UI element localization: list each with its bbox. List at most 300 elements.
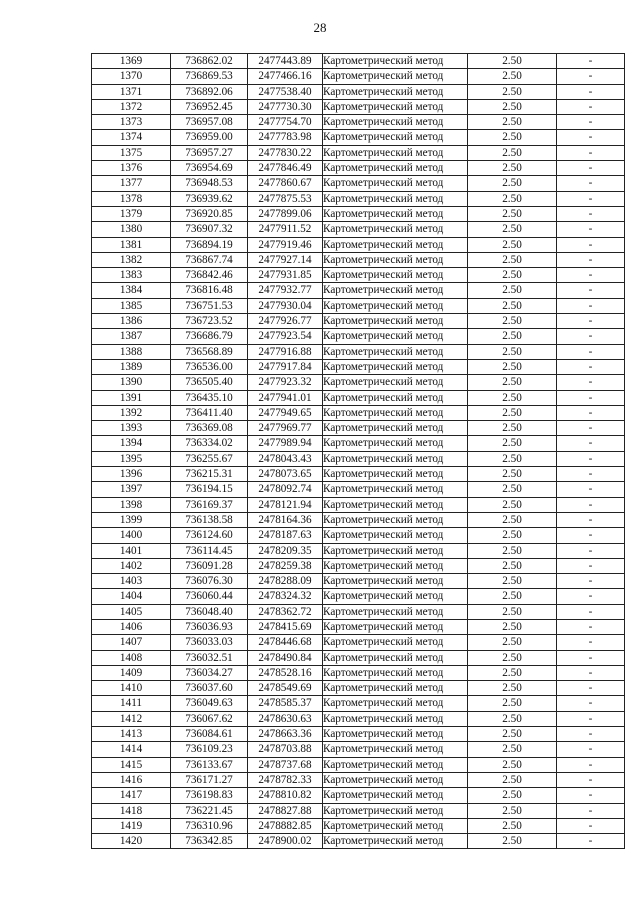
accuracy-cell: 2.50 [468, 115, 557, 130]
point-number-cell: 1397 [92, 482, 171, 497]
point-number-cell: 1378 [92, 191, 171, 206]
note-cell: - [557, 696, 625, 711]
point-number-cell: 1391 [92, 390, 171, 405]
x-coordinate-cell: 736816.48 [171, 283, 248, 298]
accuracy-cell: 2.50 [468, 528, 557, 543]
table-row [92, 206, 625, 221]
point-number-cell: 1408 [92, 650, 171, 665]
table-row [92, 497, 625, 512]
table-row [92, 803, 625, 818]
accuracy-cell: 2.50 [468, 772, 557, 787]
accuracy-cell: 2.50 [468, 54, 557, 69]
y-coordinate-cell: 2477989.94 [248, 436, 323, 451]
table-row [92, 252, 625, 267]
point-number-cell: 1409 [92, 665, 171, 680]
method-cell: Картометрический метод [323, 421, 468, 436]
note-cell: - [557, 375, 625, 390]
x-coordinate-cell: 736892.06 [171, 84, 248, 99]
point-number-cell: 1371 [92, 84, 171, 99]
table-row [92, 191, 625, 206]
note-cell: - [557, 176, 625, 191]
table-row [92, 635, 625, 650]
y-coordinate-cell: 2478827.88 [248, 803, 323, 818]
x-coordinate-cell: 736194.15 [171, 482, 248, 497]
accuracy-cell: 2.50 [468, 558, 557, 573]
table-row [92, 176, 625, 191]
method-cell: Картометрический метод [323, 788, 468, 803]
table-row [92, 757, 625, 772]
point-number-cell: 1400 [92, 528, 171, 543]
accuracy-cell: 2.50 [468, 191, 557, 206]
x-coordinate-cell: 736215.31 [171, 467, 248, 482]
accuracy-cell: 2.50 [468, 742, 557, 757]
note-cell: - [557, 528, 625, 543]
note-cell: - [557, 329, 625, 344]
accuracy-cell: 2.50 [468, 268, 557, 283]
note-cell: - [557, 650, 625, 665]
note-cell: - [557, 803, 625, 818]
y-coordinate-cell: 2477830.22 [248, 145, 323, 160]
accuracy-cell: 2.50 [468, 298, 557, 313]
note-cell: - [557, 772, 625, 787]
table-row [92, 344, 625, 359]
method-cell: Картометрический метод [323, 818, 468, 833]
y-coordinate-cell: 2478882.85 [248, 818, 323, 833]
point-number-cell: 1404 [92, 589, 171, 604]
table-row [92, 711, 625, 726]
point-number-cell: 1388 [92, 344, 171, 359]
method-cell: Картометрический метод [323, 482, 468, 497]
method-cell: Картометрический метод [323, 84, 468, 99]
accuracy-cell: 2.50 [468, 650, 557, 665]
y-coordinate-cell: 2478288.09 [248, 574, 323, 589]
point-number-cell: 1420 [92, 834, 171, 849]
note-cell: - [557, 681, 625, 696]
y-coordinate-cell: 2477754.70 [248, 115, 323, 130]
accuracy-cell: 2.50 [468, 145, 557, 160]
y-coordinate-cell: 2478446.68 [248, 635, 323, 650]
x-coordinate-cell: 736048.40 [171, 604, 248, 619]
method-cell: Картометрический метод [323, 405, 468, 420]
method-cell: Картометрический метод [323, 145, 468, 160]
table-row [92, 421, 625, 436]
table-row [92, 69, 625, 84]
table-row [92, 130, 625, 145]
note-cell: - [557, 711, 625, 726]
method-cell: Картометрический метод [323, 574, 468, 589]
point-number-cell: 1376 [92, 161, 171, 176]
table-row [92, 99, 625, 114]
table-row [92, 375, 625, 390]
point-number-cell: 1396 [92, 467, 171, 482]
x-coordinate-cell: 736411.40 [171, 405, 248, 420]
point-number-cell: 1401 [92, 543, 171, 558]
method-cell: Картометрический метод [323, 268, 468, 283]
method-cell: Картометрический метод [323, 54, 468, 69]
point-number-cell: 1392 [92, 405, 171, 420]
method-cell: Картометрический метод [323, 589, 468, 604]
x-coordinate-cell: 736435.10 [171, 390, 248, 405]
note-cell: - [557, 742, 625, 757]
note-cell: - [557, 482, 625, 497]
point-number-cell: 1390 [92, 375, 171, 390]
note-cell: - [557, 237, 625, 252]
accuracy-cell: 2.50 [468, 176, 557, 191]
method-cell: Картометрический метод [323, 375, 468, 390]
point-number-cell: 1398 [92, 497, 171, 512]
x-coordinate-cell: 736894.19 [171, 237, 248, 252]
method-cell: Картометрический метод [323, 344, 468, 359]
table-row [92, 390, 625, 405]
x-coordinate-cell: 736939.62 [171, 191, 248, 206]
point-number-cell: 1406 [92, 619, 171, 634]
method-cell: Картометрический метод [323, 222, 468, 237]
x-coordinate-cell: 736067.62 [171, 711, 248, 726]
table-row [92, 681, 625, 696]
point-number-cell: 1403 [92, 574, 171, 589]
method-cell: Картометрический метод [323, 237, 468, 252]
accuracy-cell: 2.50 [468, 69, 557, 84]
point-number-cell: 1407 [92, 635, 171, 650]
x-coordinate-cell: 736114.45 [171, 543, 248, 558]
x-coordinate-cell: 736723.52 [171, 314, 248, 329]
table-row [92, 222, 625, 237]
table-row [92, 772, 625, 787]
method-cell: Картометрический метод [323, 757, 468, 772]
table-row [92, 818, 625, 833]
x-coordinate-cell: 736036.93 [171, 619, 248, 634]
method-cell: Картометрический метод [323, 161, 468, 176]
method-cell: Картометрический метод [323, 359, 468, 374]
table-row [92, 467, 625, 482]
note-cell: - [557, 84, 625, 99]
note-cell: - [557, 405, 625, 420]
method-cell: Картометрический метод [323, 665, 468, 680]
point-number-cell: 1387 [92, 329, 171, 344]
table-row [92, 788, 625, 803]
point-number-cell: 1410 [92, 681, 171, 696]
method-cell: Картометрический метод [323, 558, 468, 573]
x-coordinate-cell: 736952.45 [171, 99, 248, 114]
point-number-cell: 1402 [92, 558, 171, 573]
table-row [92, 512, 625, 527]
accuracy-cell: 2.50 [468, 359, 557, 374]
point-number-cell: 1385 [92, 298, 171, 313]
y-coordinate-cell: 2478810.82 [248, 788, 323, 803]
x-coordinate-cell: 736334.02 [171, 436, 248, 451]
table-row [92, 237, 625, 252]
method-cell: Картометрический метод [323, 681, 468, 696]
point-number-cell: 1417 [92, 788, 171, 803]
x-coordinate-cell: 736049.63 [171, 696, 248, 711]
x-coordinate-cell: 736033.03 [171, 635, 248, 650]
method-cell: Картометрический метод [323, 176, 468, 191]
point-number-cell: 1393 [92, 421, 171, 436]
y-coordinate-cell: 2478782.33 [248, 772, 323, 787]
method-cell: Картометрический метод [323, 115, 468, 130]
x-coordinate-cell: 736948.53 [171, 176, 248, 191]
x-coordinate-cell: 736842.46 [171, 268, 248, 283]
method-cell: Картометрический метод [323, 512, 468, 527]
y-coordinate-cell: 2477949.65 [248, 405, 323, 420]
note-cell: - [557, 145, 625, 160]
table-row [92, 589, 625, 604]
point-number-cell: 1414 [92, 742, 171, 757]
accuracy-cell: 2.50 [468, 283, 557, 298]
point-number-cell: 1377 [92, 176, 171, 191]
y-coordinate-cell: 2478362.72 [248, 604, 323, 619]
x-coordinate-cell: 736076.30 [171, 574, 248, 589]
point-number-cell: 1413 [92, 727, 171, 742]
y-coordinate-cell: 2478585.37 [248, 696, 323, 711]
accuracy-cell: 2.50 [468, 604, 557, 619]
table-row [92, 558, 625, 573]
y-coordinate-cell: 2477923.54 [248, 329, 323, 344]
method-cell: Картометрический метод [323, 298, 468, 313]
method-cell: Картометрический метод [323, 711, 468, 726]
accuracy-cell: 2.50 [468, 99, 557, 114]
note-cell: - [557, 818, 625, 833]
y-coordinate-cell: 2477860.67 [248, 176, 323, 191]
x-coordinate-cell: 736920.85 [171, 206, 248, 221]
method-cell: Картометрический метод [323, 650, 468, 665]
method-cell: Картометрический метод [323, 451, 468, 466]
point-number-cell: 1386 [92, 314, 171, 329]
point-number-cell: 1411 [92, 696, 171, 711]
x-coordinate-cell: 736169.37 [171, 497, 248, 512]
point-number-cell: 1394 [92, 436, 171, 451]
x-coordinate-cell: 736954.69 [171, 161, 248, 176]
accuracy-cell: 2.50 [468, 390, 557, 405]
note-cell: - [557, 69, 625, 84]
method-cell: Картометрический метод [323, 834, 468, 849]
accuracy-cell: 2.50 [468, 222, 557, 237]
point-number-cell: 1373 [92, 115, 171, 130]
table-row [92, 161, 625, 176]
note-cell: - [557, 252, 625, 267]
note-cell: - [557, 268, 625, 283]
method-cell: Картометрический метод [323, 69, 468, 84]
note-cell: - [557, 206, 625, 221]
accuracy-cell: 2.50 [468, 543, 557, 558]
accuracy-cell: 2.50 [468, 635, 557, 650]
y-coordinate-cell: 2477923.32 [248, 375, 323, 390]
point-number-cell: 1372 [92, 99, 171, 114]
table-row [92, 54, 625, 69]
note-cell: - [557, 497, 625, 512]
y-coordinate-cell: 2478073.65 [248, 467, 323, 482]
x-coordinate-cell: 736133.67 [171, 757, 248, 772]
y-coordinate-cell: 2477927.14 [248, 252, 323, 267]
table-row [92, 742, 625, 757]
accuracy-cell: 2.50 [468, 467, 557, 482]
point-number-cell: 1412 [92, 711, 171, 726]
accuracy-cell: 2.50 [468, 252, 557, 267]
y-coordinate-cell: 2478092.74 [248, 482, 323, 497]
note-cell: - [557, 788, 625, 803]
y-coordinate-cell: 2477875.53 [248, 191, 323, 206]
accuracy-cell: 2.50 [468, 375, 557, 390]
x-coordinate-cell: 736037.60 [171, 681, 248, 696]
point-number-cell: 1382 [92, 252, 171, 267]
table-row [92, 482, 625, 497]
note-cell: - [557, 635, 625, 650]
coordinates-table [91, 53, 625, 849]
x-coordinate-cell: 736751.53 [171, 298, 248, 313]
point-number-cell: 1383 [92, 268, 171, 283]
y-coordinate-cell: 2478549.69 [248, 681, 323, 696]
method-cell: Картометрический метод [323, 329, 468, 344]
x-coordinate-cell: 736957.27 [171, 145, 248, 160]
table-row [92, 665, 625, 680]
x-coordinate-cell: 736505.40 [171, 375, 248, 390]
accuracy-cell: 2.50 [468, 818, 557, 833]
method-cell: Картометрический метод [323, 283, 468, 298]
x-coordinate-cell: 736060.44 [171, 589, 248, 604]
note-cell: - [557, 665, 625, 680]
y-coordinate-cell: 2477941.01 [248, 390, 323, 405]
point-number-cell: 1405 [92, 604, 171, 619]
accuracy-cell: 2.50 [468, 665, 557, 680]
accuracy-cell: 2.50 [468, 834, 557, 849]
x-coordinate-cell: 736959.00 [171, 130, 248, 145]
note-cell: - [557, 191, 625, 206]
table-row [92, 329, 625, 344]
y-coordinate-cell: 2478415.69 [248, 619, 323, 634]
note-cell: - [557, 727, 625, 742]
x-coordinate-cell: 736255.67 [171, 451, 248, 466]
note-cell: - [557, 99, 625, 114]
note-cell: - [557, 436, 625, 451]
method-cell: Картометрический метод [323, 99, 468, 114]
method-cell: Картометрический метод [323, 252, 468, 267]
note-cell: - [557, 512, 625, 527]
y-coordinate-cell: 2477911.52 [248, 222, 323, 237]
method-cell: Картометрический метод [323, 528, 468, 543]
method-cell: Картометрический метод [323, 619, 468, 634]
point-number-cell: 1419 [92, 818, 171, 833]
accuracy-cell: 2.50 [468, 512, 557, 527]
x-coordinate-cell: 736109.23 [171, 742, 248, 757]
note-cell: - [557, 344, 625, 359]
note-cell: - [557, 834, 625, 849]
accuracy-cell: 2.50 [468, 788, 557, 803]
method-cell: Картометрический метод [323, 742, 468, 757]
note-cell: - [557, 130, 625, 145]
note-cell: - [557, 298, 625, 313]
y-coordinate-cell: 2478490.84 [248, 650, 323, 665]
x-coordinate-cell: 736369.08 [171, 421, 248, 436]
y-coordinate-cell: 2478187.63 [248, 528, 323, 543]
x-coordinate-cell: 736568.89 [171, 344, 248, 359]
table-row [92, 650, 625, 665]
y-coordinate-cell: 2478703.88 [248, 742, 323, 757]
x-coordinate-cell: 736124.60 [171, 528, 248, 543]
table-row [92, 268, 625, 283]
method-cell: Картометрический метод [323, 436, 468, 451]
point-number-cell: 1384 [92, 283, 171, 298]
y-coordinate-cell: 2477899.06 [248, 206, 323, 221]
y-coordinate-cell: 2478043.43 [248, 451, 323, 466]
accuracy-cell: 2.50 [468, 161, 557, 176]
accuracy-cell: 2.50 [468, 803, 557, 818]
accuracy-cell: 2.50 [468, 727, 557, 742]
table-row [92, 604, 625, 619]
accuracy-cell: 2.50 [468, 696, 557, 711]
y-coordinate-cell: 2478259.38 [248, 558, 323, 573]
accuracy-cell: 2.50 [468, 589, 557, 604]
note-cell: - [557, 451, 625, 466]
y-coordinate-cell: 2477538.40 [248, 84, 323, 99]
note-cell: - [557, 604, 625, 619]
method-cell: Картометрический метод [323, 314, 468, 329]
point-number-cell: 1379 [92, 206, 171, 221]
point-number-cell: 1380 [92, 222, 171, 237]
accuracy-cell: 2.50 [468, 574, 557, 589]
x-coordinate-cell: 736536.00 [171, 359, 248, 374]
point-number-cell: 1395 [92, 451, 171, 466]
method-cell: Картометрический метод [323, 497, 468, 512]
table-row [92, 451, 625, 466]
y-coordinate-cell: 2478121.94 [248, 497, 323, 512]
note-cell: - [557, 222, 625, 237]
method-cell: Картометрический метод [323, 635, 468, 650]
note-cell: - [557, 574, 625, 589]
y-coordinate-cell: 2477932.77 [248, 283, 323, 298]
method-cell: Картометрический метод [323, 604, 468, 619]
y-coordinate-cell: 2478900.02 [248, 834, 323, 849]
y-coordinate-cell: 2477730.30 [248, 99, 323, 114]
coordinates-table-body [92, 54, 625, 849]
note-cell: - [557, 359, 625, 374]
y-coordinate-cell: 2477930.04 [248, 298, 323, 313]
table-row [92, 405, 625, 420]
note-cell: - [557, 283, 625, 298]
table-row [92, 727, 625, 742]
method-cell: Картометрический метод [323, 467, 468, 482]
note-cell: - [557, 757, 625, 772]
x-coordinate-cell: 736138.58 [171, 512, 248, 527]
table-row [92, 298, 625, 313]
table-row [92, 359, 625, 374]
x-coordinate-cell: 736310.96 [171, 818, 248, 833]
x-coordinate-cell: 736867.74 [171, 252, 248, 267]
x-coordinate-cell: 736084.61 [171, 727, 248, 742]
table-row [92, 283, 625, 298]
y-coordinate-cell: 2478737.68 [248, 757, 323, 772]
method-cell: Картометрический метод [323, 390, 468, 405]
accuracy-cell: 2.50 [468, 757, 557, 772]
y-coordinate-cell: 2478630.63 [248, 711, 323, 726]
x-coordinate-cell: 736342.85 [171, 834, 248, 849]
accuracy-cell: 2.50 [468, 344, 557, 359]
accuracy-cell: 2.50 [468, 314, 557, 329]
y-coordinate-cell: 2477466.16 [248, 69, 323, 84]
point-number-cell: 1381 [92, 237, 171, 252]
note-cell: - [557, 390, 625, 405]
accuracy-cell: 2.50 [468, 84, 557, 99]
x-coordinate-cell: 736686.79 [171, 329, 248, 344]
method-cell: Картометрический метод [323, 772, 468, 787]
table-row [92, 543, 625, 558]
note-cell: - [557, 543, 625, 558]
note-cell: - [557, 54, 625, 69]
accuracy-cell: 2.50 [468, 237, 557, 252]
method-cell: Картометрический метод [323, 130, 468, 145]
y-coordinate-cell: 2477443.89 [248, 54, 323, 69]
note-cell: - [557, 589, 625, 604]
x-coordinate-cell: 736907.32 [171, 222, 248, 237]
